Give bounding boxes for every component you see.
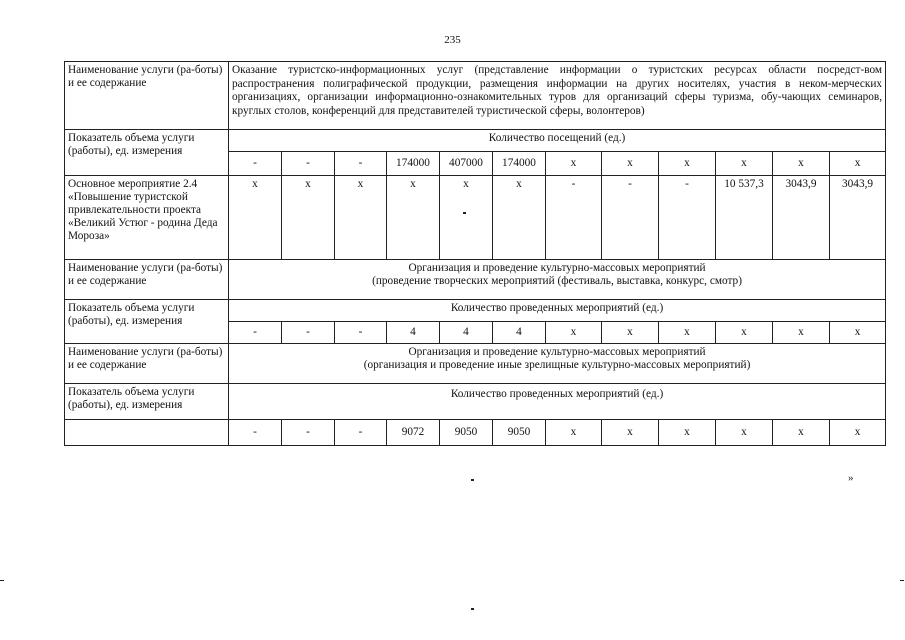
value-cell: 3043,9	[773, 176, 830, 260]
value-cell: х	[229, 176, 282, 260]
indicator-header: Количество посещений (ед.)	[229, 130, 886, 152]
value-cell: х	[659, 322, 716, 344]
value-cell: х	[602, 420, 659, 446]
value-cell: х	[773, 322, 830, 344]
row-label: Показатель объема услуги (работы), ед. измерения	[65, 300, 229, 344]
value-cell: -	[282, 420, 335, 446]
table-row	[65, 130, 886, 152]
row-label: Основное мероприятие 2.4 «Повышение туристской привлекательности проекта «Великий Устюг - родина Деда Мороза»	[65, 176, 229, 260]
value-cell: -	[282, 322, 335, 344]
row-label: Наименование услуги (ра-боты) и ее содержание	[65, 344, 229, 384]
value-cell: х	[440, 176, 493, 260]
value-cell: х	[830, 322, 886, 344]
value-cell: х	[602, 322, 659, 344]
row-label: Показатель объема услуги (работы), ед. измерения	[65, 130, 229, 176]
value-cell: х	[659, 152, 716, 176]
value-cell: х	[773, 152, 830, 176]
value-cell: х	[387, 176, 440, 260]
indicator-header: Количество проведенных мероприятий (ед.)	[229, 300, 886, 322]
value-cell: х	[335, 176, 387, 260]
service-line: (проведение творческих мероприятий (фестиваль, выставка, конкурс, смотр)	[372, 275, 742, 287]
table-row	[65, 176, 886, 260]
value-cell: 10 537,3	[716, 176, 773, 260]
service-description	[229, 344, 886, 384]
table-row	[65, 260, 886, 300]
value-cell: х	[546, 322, 602, 344]
value-cell: -	[282, 152, 335, 176]
value-cell: 9050	[440, 420, 493, 446]
row-label: Наименование услуги (ра-боты) и ее содержание	[65, 62, 229, 130]
value-cell: х	[282, 176, 335, 260]
value-cell: 3043,9	[830, 176, 886, 260]
indicator-header: Количество проведенных мероприятий (ед.)	[229, 384, 886, 420]
scan-speck	[900, 580, 904, 581]
value-cell: -	[335, 152, 387, 176]
value-cell: х	[716, 420, 773, 446]
scan-speck	[0, 580, 4, 581]
value-cell: -	[229, 322, 282, 344]
service-description	[229, 260, 886, 300]
value-cell: -	[229, 420, 282, 446]
value-cell: х	[830, 420, 886, 446]
service-line: (организация и проведение иные зрелищные культурно-массовых мероприятий)	[363, 359, 751, 371]
table-row	[65, 344, 886, 384]
value-cell: х	[773, 420, 830, 446]
value-cell: х	[830, 152, 886, 176]
value-cell: 4	[440, 322, 493, 344]
value-cell: -	[229, 152, 282, 176]
row-label: Наименование услуги (ра-боты) и ее содержание	[65, 260, 229, 300]
scan-speck	[471, 479, 474, 481]
service-table	[64, 61, 886, 446]
page-number: 235	[444, 34, 461, 46]
row-label	[65, 420, 229, 446]
value-cell: х	[716, 322, 773, 344]
value-cell: х	[716, 152, 773, 176]
table-row	[65, 420, 886, 446]
service-line: Организация и проведение культурно-массовых мероприятий	[408, 262, 706, 274]
row-label: Показатель объема услуги (работы), ед. измерения	[65, 384, 229, 420]
value-cell: 4	[387, 322, 440, 344]
service-line: Организация и проведение культурно-массовых мероприятий	[408, 346, 706, 358]
scan-speck	[463, 212, 466, 214]
value-cell: -	[335, 322, 387, 344]
value-cell: 4	[493, 322, 546, 344]
table-row	[65, 62, 886, 130]
value-cell: х	[546, 152, 602, 176]
value-cell: 174000	[387, 152, 440, 176]
value-cell: -	[602, 176, 659, 260]
value-cell: 9072	[387, 420, 440, 446]
value-cell: 9050	[493, 420, 546, 446]
closing-quote: »	[848, 472, 854, 484]
value-cell: х	[546, 420, 602, 446]
scan-speck	[471, 608, 474, 610]
value-cell: х	[493, 176, 546, 260]
value-cell: -	[659, 176, 716, 260]
value-cell: -	[335, 420, 387, 446]
table-row	[65, 300, 886, 322]
table-row	[65, 384, 886, 420]
value-cell: х	[659, 420, 716, 446]
value-cell: 407000	[440, 152, 493, 176]
value-cell: -	[546, 176, 602, 260]
value-cell: 174000	[493, 152, 546, 176]
value-cell: х	[602, 152, 659, 176]
service-description: Оказание туристско-информационных услуг (представление информации о туристских ресурсах области посредст-вом распространения полиграфической продукции, размещения информации на других носителях, участия в неком-мерческих организациях, организации информационно-ознакомительных туров для организаций сферы туризма, обу-чающих семинаров, круглых столов, конференций для представителей туристической сферы, волонтеров)	[229, 62, 886, 130]
